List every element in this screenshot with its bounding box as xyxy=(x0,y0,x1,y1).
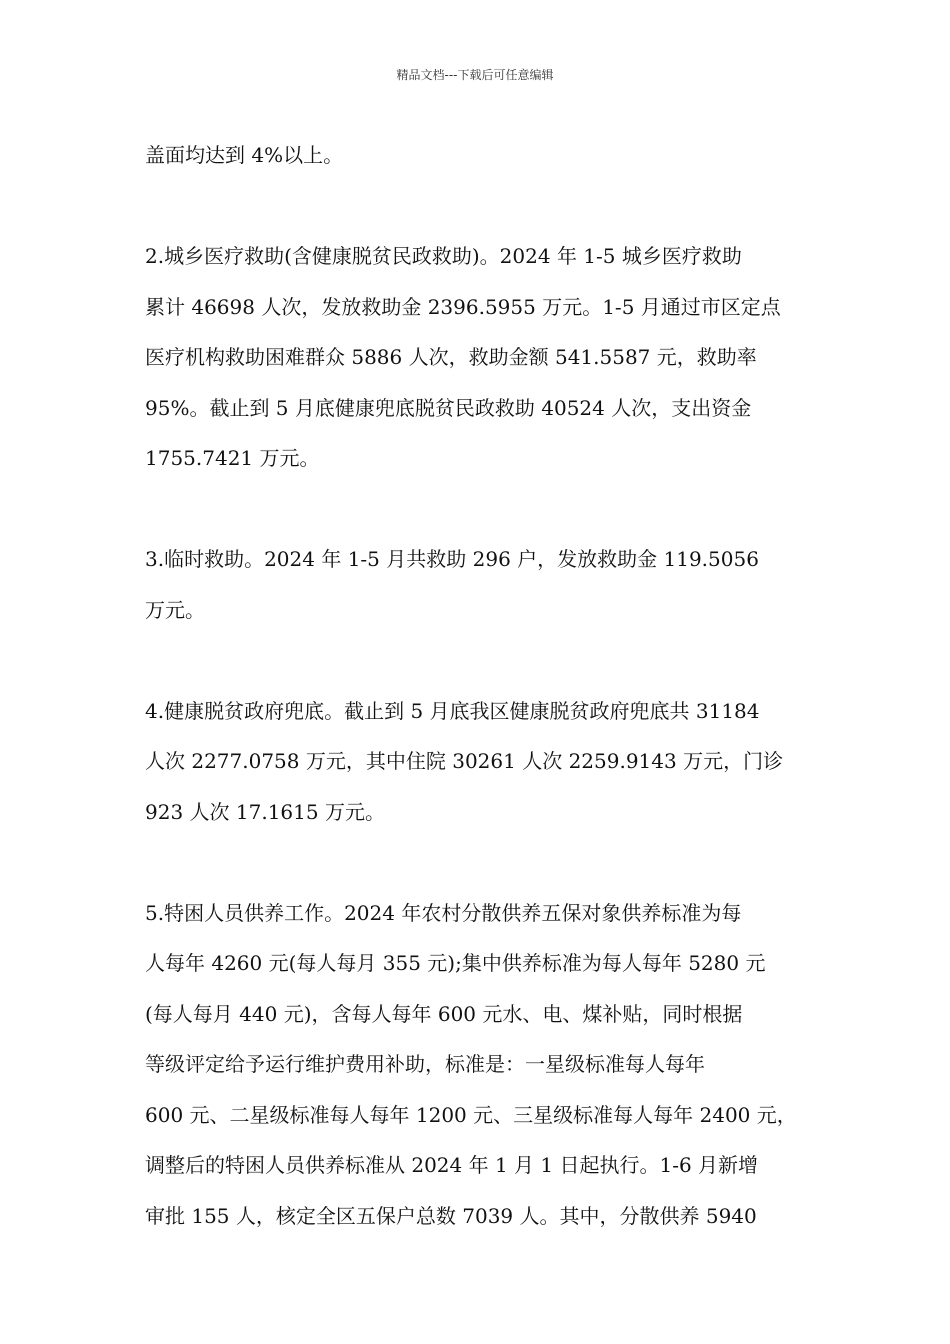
text-line: 5.特困人员供养工作。2024 年农村分散供养五保对象供养标准为每 xyxy=(145,900,742,925)
text-line: 3.临时救助。2024 年 1-5 月共救助 296 户，发放救助金 119.5056 xyxy=(145,547,759,571)
text-line: 盖面均达到 4%以上。 xyxy=(145,143,344,167)
text-line: 等级评定给予运行维护费用补助，标准是：一星级标准每人每年 xyxy=(145,1052,705,1076)
text-line: 1755.7421 万元。 xyxy=(145,446,320,470)
paragraph-temporary-aid xyxy=(145,534,810,635)
text-line: 2.城乡医疗救助(含健康脱贫民政救助)。2024 年 1-5 城乡医疗救助 xyxy=(145,244,742,268)
text-line: 万元。 xyxy=(145,597,205,622)
paragraph-coverage xyxy=(145,130,810,181)
text-line: 600 元、二星级标准每人每年 1200 元、三星级标准每人每年 2400 元， xyxy=(145,1102,797,1127)
text-line: 审批 155 人，核定全区五保户总数 7039 人。其中，分散供养 5940 xyxy=(145,1203,757,1228)
text-line: 人次 2277.0758 万元，其中住院 30261 人次 2259.9143 万元，门诊 xyxy=(145,749,784,773)
page-header: 精品文档---下载后可任意编辑 xyxy=(396,68,554,82)
text-line: 累计 46698 人次，发放救助金 2396.5955 万元。1-5 月通过市区定点 xyxy=(145,294,781,319)
document-body xyxy=(145,130,810,1241)
text-line: 4.健康脱贫政府兜底。截止到 5 月底我区健康脱贫政府兜底共 31184 xyxy=(145,698,760,723)
text-line: 医疗机构救助困难群众 5886 人次，救助金额 541.5587 元，救助率 xyxy=(145,345,757,369)
paragraph-health-poverty xyxy=(145,686,810,838)
text-line: 923 人次 17.1615 万元。 xyxy=(145,799,385,824)
paragraph-medical-aid xyxy=(145,231,810,484)
text-line: 人每年 4260 元(每人每月 355 元);集中供养标准为每人每年 5280 元 xyxy=(145,951,766,975)
text-line: 调整后的特困人员供养标准从 2024 年 1 月 1 日起执行。1-6 月新增 xyxy=(145,1153,759,1177)
text-line: (每人每月 440 元)，含每人每年 600 元水、电、煤补贴，同时根据 xyxy=(145,1001,743,1026)
text-line: 95%。截止到 5 月底健康兜底脱贫民政救助 40524 人次，支出资金 xyxy=(145,395,752,420)
paragraph-special-support xyxy=(145,888,810,1242)
